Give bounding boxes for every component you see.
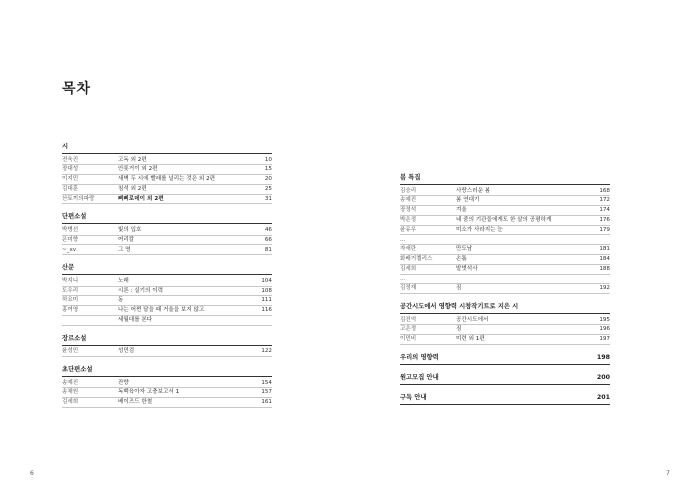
toc-entry: [400, 335, 610, 345]
toc-entry: [62, 296, 272, 306]
entry-page: 168: [599, 187, 610, 194]
toc-section: [62, 366, 272, 408]
entry-page: 31: [264, 195, 272, 202]
entry-page: 20: [264, 176, 272, 183]
entry-title: 여리칼: [118, 236, 135, 243]
toc-entry: [400, 316, 610, 326]
entry-title: 성민검: [118, 348, 135, 355]
entry-author: 이지민: [62, 176, 79, 183]
entry-author: 송예진: [400, 197, 417, 204]
toc-entry: [400, 325, 610, 335]
entry-author: 하요미: [62, 297, 79, 304]
toc-entry: [62, 226, 272, 236]
entry-title: 사랑스러운 봄: [456, 187, 491, 194]
entry-page: 197: [599, 336, 610, 343]
section-heading-with-page: [400, 374, 610, 385]
entry-title: 공간시도에서: [456, 316, 489, 323]
entry-title: 나는 어쩐 달을 때 거울을 보지 않고: [118, 307, 205, 314]
entry-title: 독백육아자 고충보고서 1: [118, 389, 180, 396]
entry-author: 홍여영: [62, 307, 79, 314]
entry-page: 10: [264, 156, 272, 163]
entry-page: 192: [599, 285, 610, 292]
section-heading: 장르소설: [62, 335, 272, 346]
section-heading: 시: [62, 143, 272, 154]
entry-author: 김세희: [400, 265, 417, 272]
entry-author: 장정석: [400, 207, 417, 214]
entry-author: ~_xv: [62, 246, 77, 253]
entry-title: 동: [118, 297, 124, 304]
toc-section: [62, 143, 272, 204]
section-heading: 초단편소설: [62, 366, 272, 377]
entry-author: 윤성민: [62, 348, 79, 355]
entry-page: 25: [264, 185, 272, 192]
entry-title: 삐삐로데이 외 2편: [118, 195, 164, 202]
toc-entry: [62, 316, 272, 326]
entry-page: 195: [599, 316, 610, 323]
toc-section: [62, 264, 272, 325]
entry-page: 172: [599, 197, 610, 204]
toc-entry: [400, 196, 610, 206]
entry-title: 만도남: [456, 246, 473, 253]
section-heading-with-page: [400, 394, 610, 405]
entry-page: 104: [261, 277, 272, 284]
toc-entry: [400, 284, 610, 294]
entry-title: 시론 : 실기의 이력: [118, 287, 164, 294]
toc-entry: [400, 275, 610, 285]
entry-author: 김세희: [62, 399, 79, 406]
entry-author: 산토끼의파랑: [62, 195, 95, 202]
entry-title: 세월대를 본다: [118, 316, 153, 323]
entry-page: 66: [264, 236, 272, 243]
section-heading: 봄 특집: [400, 174, 610, 185]
toc-entry: [62, 165, 272, 175]
toc-entry: [62, 347, 272, 357]
section-heading: 구독 안내: [400, 393, 427, 401]
entry-title: 침석 외 2편: [118, 185, 147, 192]
toc-entry: [62, 398, 272, 408]
entry-page: 111: [261, 297, 272, 304]
toc-section: [62, 335, 272, 357]
toc-entry: [400, 226, 610, 236]
entry-title: 안롯거이 외 2편: [118, 166, 158, 173]
entry-author: 박지니: [62, 277, 79, 284]
entry-title: 고독 외 2편: [118, 156, 147, 163]
section-heading: 산문: [62, 264, 272, 275]
entry-title: 노래: [118, 277, 129, 284]
toc-entry: [62, 195, 272, 205]
toc-section-single: [400, 394, 610, 405]
entry-author: 고은정: [400, 326, 417, 333]
entry-title: 손톱: [456, 256, 467, 263]
entry-author: 김승리: [400, 187, 417, 194]
toc-entry: [62, 277, 272, 287]
entry-author: 전욱진: [62, 156, 79, 163]
page-number-left: 6: [30, 470, 34, 477]
section-page: 200: [596, 373, 610, 381]
section-heading-with-page: [400, 354, 610, 365]
entry-page: 161: [261, 399, 272, 406]
entry-page: 196: [599, 326, 610, 333]
entry-page: 15: [264, 166, 272, 173]
entry-title: 미소가 사라지는 눈: [456, 226, 503, 233]
entry-author: 송채원: [62, 389, 79, 396]
toc-entry: [400, 245, 610, 255]
toc-section: [400, 174, 610, 294]
entry-page: 176: [599, 216, 610, 223]
toc-entry: [400, 235, 610, 245]
entry-author: 박은정: [400, 216, 417, 223]
toc-entry: [400, 216, 610, 226]
toc-section-single: [400, 354, 610, 365]
section-heading: 원고모집 안내: [400, 373, 439, 381]
toc-entry: [62, 185, 272, 195]
entry-page: 122: [261, 348, 272, 355]
entry-page: 181: [599, 246, 610, 253]
toc-entry: [62, 388, 272, 398]
entry-title: 짐: [456, 326, 462, 333]
entry-page: 174: [599, 207, 610, 214]
toc-section-single: [400, 374, 610, 385]
entry-author: 도우리: [62, 287, 79, 294]
entry-page: 184: [599, 256, 610, 263]
section-page: 201: [596, 393, 610, 401]
section-heading: 공간시도에서 영향력 시창작기트로 지은 시: [400, 303, 610, 314]
entry-author: 송예진: [62, 379, 79, 386]
section-page: 198: [596, 353, 610, 361]
section-heading: 단편소설: [62, 213, 272, 224]
toc-section: [62, 213, 272, 255]
toc-entry: [62, 236, 272, 246]
toc-entry: [400, 255, 610, 265]
toc-section: [400, 303, 610, 345]
entry-author: 장대성: [62, 166, 79, 173]
entry-author: 은미향: [62, 236, 79, 243]
entry-author: ...: [400, 236, 406, 243]
entry-title: 잔향: [118, 379, 129, 386]
page-title: 목차: [62, 81, 92, 97]
entry-author: 자세란: [400, 246, 417, 253]
toc-entry: [62, 306, 272, 316]
entry-title: 짐: [456, 285, 462, 292]
entry-author: 김정재: [400, 285, 417, 292]
entry-page: 108: [261, 287, 272, 294]
entry-title: 봄 연대기: [456, 197, 480, 204]
toc-entry: [400, 206, 610, 216]
toc-left-column: [62, 143, 272, 417]
entry-author: 김진억: [400, 316, 417, 323]
entry-author: 화배거켈리스: [400, 256, 433, 263]
entry-page: 154: [261, 379, 272, 386]
entry-title: 새벽 두 시에 빨래를 널리는 것은 외 2편: [118, 176, 216, 183]
entry-title: 베이즈드 한철: [118, 399, 153, 406]
entry-author: 윤유우: [400, 226, 417, 233]
entry-author: 김대훈: [62, 185, 79, 192]
entry-page: 179: [599, 226, 610, 233]
entry-page: 188: [599, 265, 610, 272]
toc-entry: [62, 156, 272, 166]
entry-author: 이민비: [400, 336, 417, 343]
entry-author: ...: [400, 275, 406, 282]
toc-entry: [62, 287, 272, 297]
toc-right-column: [400, 174, 610, 414]
toc-entry: [400, 187, 610, 197]
entry-title: 빛의 입호: [118, 227, 142, 233]
toc-entry: [400, 265, 610, 275]
entry-page: 116: [261, 307, 272, 314]
toc-entry: [62, 175, 272, 185]
entry-title: 겨울: [456, 207, 467, 214]
entry-title: 발벗석사: [456, 265, 478, 272]
entry-title: 그 영: [118, 246, 131, 253]
entry-page: 46: [264, 227, 272, 233]
entry-page: 81: [264, 246, 272, 253]
entry-title: 미련 외 1편: [456, 336, 485, 343]
entry-page: 157: [261, 389, 272, 396]
entry-title: 네 줌의 기관들에게도 한 살의 공평하게: [456, 216, 552, 223]
entry-author: 박병선: [62, 227, 79, 233]
toc-entry: [62, 245, 272, 255]
page-number-right: 7: [666, 470, 670, 477]
section-heading: 우리의 영향력: [400, 353, 439, 361]
toc-entry: [62, 378, 272, 388]
